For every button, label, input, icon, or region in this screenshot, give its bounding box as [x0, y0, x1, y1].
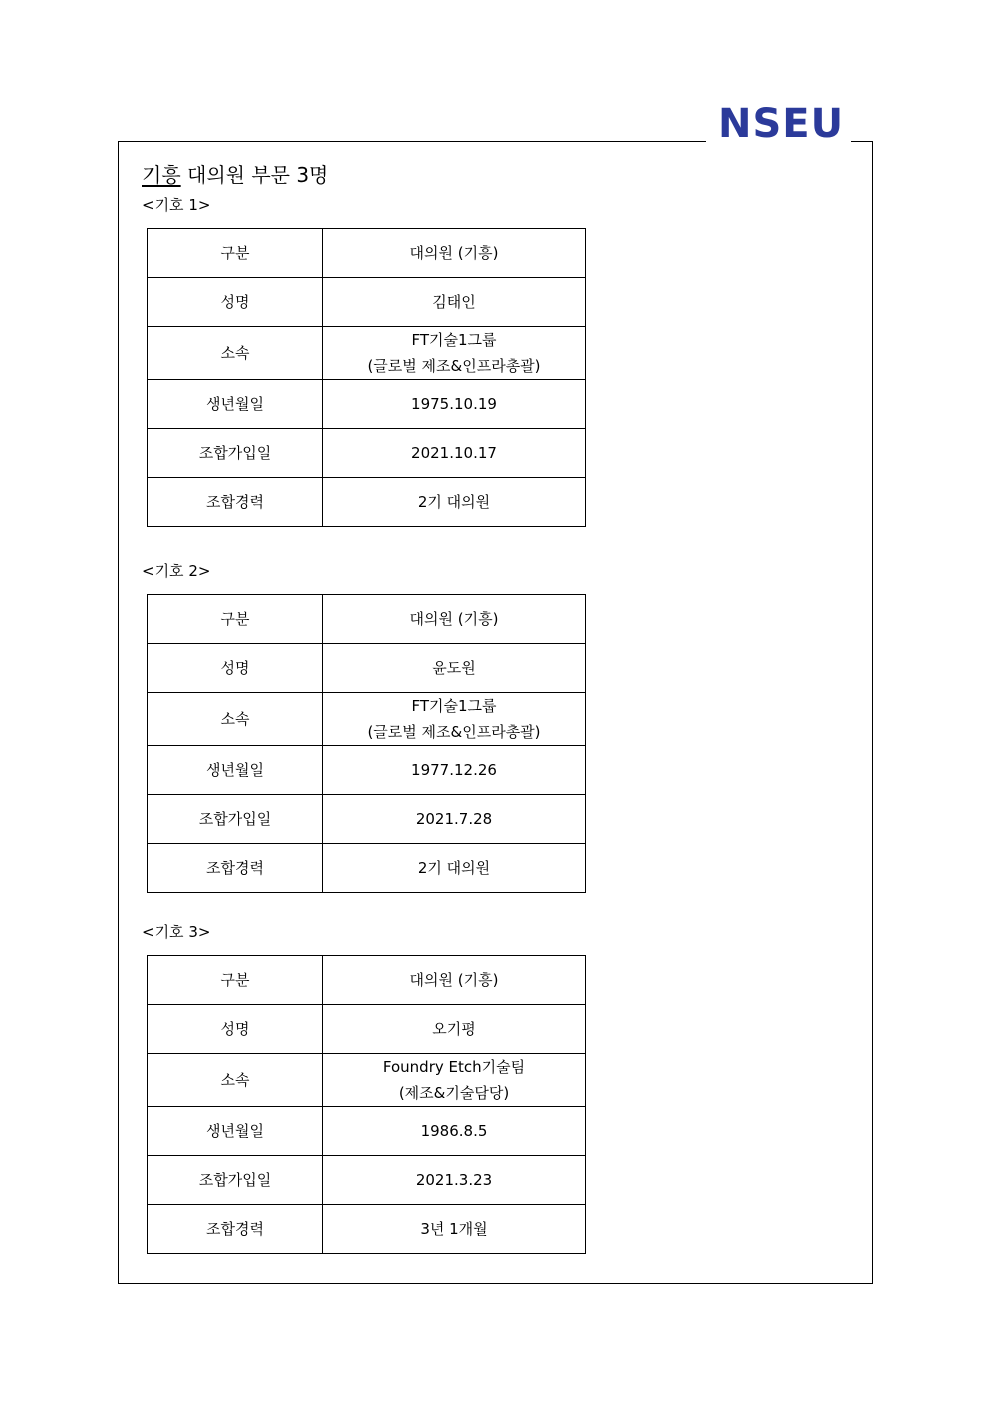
row-value: 2기 대의원	[323, 844, 586, 893]
row-key: 생년월일	[148, 1107, 323, 1156]
affiliation-line-1: FT기술1그룹	[411, 697, 497, 715]
row-value: 대의원 (기흥)	[323, 229, 586, 278]
row-value	[323, 1054, 586, 1107]
table-row	[148, 644, 586, 693]
table-row	[148, 1054, 586, 1107]
row-key: 성명	[148, 278, 323, 327]
row-key: 구분	[148, 956, 323, 1005]
candidate-1-table	[147, 228, 586, 527]
table-row	[148, 327, 586, 380]
affiliation-line-2: (글로벌 제조&인프라총괄)	[367, 357, 541, 375]
row-value	[323, 327, 586, 380]
row-value: 김태인	[323, 278, 586, 327]
row-value: 1986.8.5	[323, 1107, 586, 1156]
table-row	[148, 795, 586, 844]
row-value: 대의원 (기흥)	[323, 956, 586, 1005]
row-value: 대의원 (기흥)	[323, 595, 586, 644]
row-key: 조합가입일	[148, 429, 323, 478]
candidate-3-table	[147, 955, 586, 1254]
row-value: 윤도원	[323, 644, 586, 693]
table-row	[148, 1205, 586, 1254]
candidate-3-label: <기호 3>	[142, 923, 211, 941]
table-row	[148, 1005, 586, 1054]
row-value: 2021.3.23	[323, 1156, 586, 1205]
table-row	[148, 1156, 586, 1205]
row-key: 생년월일	[148, 746, 323, 795]
candidate-2-label: <기호 2>	[142, 562, 211, 580]
row-value: 2021.10.17	[323, 429, 586, 478]
row-key: 소속	[148, 327, 323, 380]
row-key: 조합경력	[148, 1205, 323, 1254]
row-key: 성명	[148, 1005, 323, 1054]
table-row	[148, 693, 586, 746]
heading-region: 기흥	[142, 163, 181, 187]
row-key: 구분	[148, 595, 323, 644]
row-key: 구분	[148, 229, 323, 278]
table-row	[148, 1107, 586, 1156]
row-key: 성명	[148, 644, 323, 693]
row-value	[323, 693, 586, 746]
row-value: 2기 대의원	[323, 478, 586, 527]
heading-text: 대의원 부문 3명	[187, 163, 329, 187]
table-row	[148, 229, 586, 278]
row-key: 조합가입일	[148, 795, 323, 844]
table-row	[148, 956, 586, 1005]
row-key: 생년월일	[148, 380, 323, 429]
candidate-1-label: <기호 1>	[142, 196, 211, 214]
table-row	[148, 380, 586, 429]
row-key: 조합가입일	[148, 1156, 323, 1205]
row-value: 3년 1개월	[323, 1205, 586, 1254]
candidate-2-table	[147, 594, 586, 893]
table-row	[148, 595, 586, 644]
table-row	[148, 278, 586, 327]
row-value: 2021.7.28	[323, 795, 586, 844]
affiliation-line-2: (글로벌 제조&인프라총괄)	[367, 723, 541, 741]
affiliation-line-1: FT기술1그룹	[411, 331, 497, 349]
page-heading	[142, 160, 328, 190]
table-row	[148, 478, 586, 527]
affiliation-line-1: Foundry Etch기술팀	[382, 1058, 526, 1076]
table-row	[148, 844, 586, 893]
table-row	[148, 429, 586, 478]
affiliation-line-2: (제조&기술담당)	[398, 1084, 510, 1102]
row-key: 소속	[148, 1054, 323, 1107]
nseu-logo: NSEU	[718, 101, 845, 147]
row-value: 1975.10.19	[323, 380, 586, 429]
row-value: 1977.12.26	[323, 746, 586, 795]
row-key: 조합경력	[148, 844, 323, 893]
table-row	[148, 746, 586, 795]
row-key: 조합경력	[148, 478, 323, 527]
row-value: 오기평	[323, 1005, 586, 1054]
row-key: 소속	[148, 693, 323, 746]
